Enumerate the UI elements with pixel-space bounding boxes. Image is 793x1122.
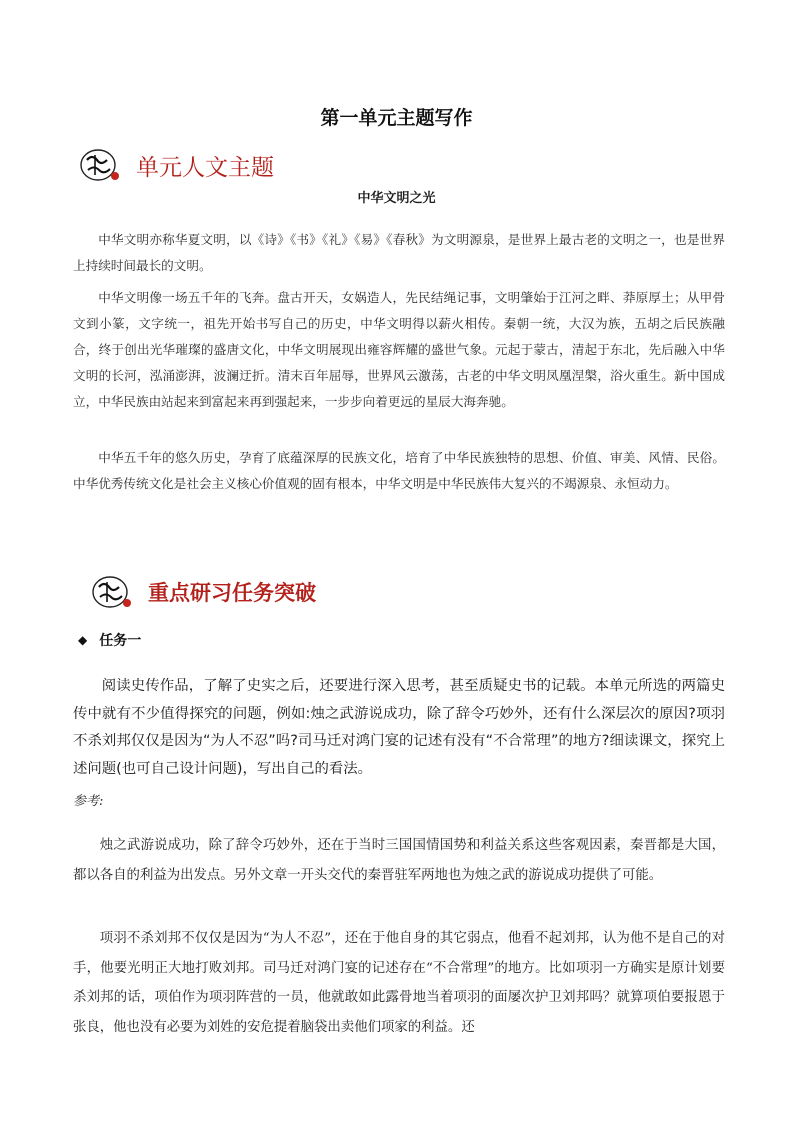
section-title: 单元人文主题 xyxy=(136,154,274,181)
body-paragraph: 中华文明像一场五千年的飞奔。盘古开天，女娲造人，先民结绳记事，文明肇始于江河之畔、莽原厚土；从甲骨文到小篆，文字统一，祖先开始书写自己的历史，中华文明得以薪火相传。秦朝一统，大汉为族，五胡之后民族融合，终于创出光华璀璨的盛唐文化，中华文明展现出雍容辉耀的盛世气象。元起于蒙古，清起于东北，先后融入中华文明的长河，泓涌澎湃，波澜迂折。清末百年屈辱，世界风云激荡，古老的中华文明凤凰涅槃，浴火重生。新中国成立，中华民族由站起来到富起来再到强起来，一步步向着更远的星辰大海奔驰。 xyxy=(73,289,725,409)
body-paragraph: 中华文明亦称华夏文明，以《诗》《书》《礼》《易》《春秋》为文明源泉，是世界上最古老的文明之一，也是世界上持续时间最长的文明。 xyxy=(73,231,725,273)
reference-paragraph: 项羽不杀刘邦不仅仅是因为“为人不忍”，还在于他自身的其它弱点，他看不起刘邦，认为他不是自己的对手，他要光明正大地打败刘邦。司马迁对鸿门宴的记述存在“不合常理”的地方。比如项羽一方确实是原计划要杀刘邦的话，项伯作为项羽阵营的一员，他就敢如此露骨地当着项羽的面屡次护卫刘邦吗？就算项伯要报恩于张良，他也没有必要为刘姓的安危提着脑袋出卖他们项家的利益。还 xyxy=(73,931,725,1035)
task-heading xyxy=(78,630,141,650)
article-subtitle: 中华文明之光 xyxy=(357,191,436,206)
task-label: 任务一 xyxy=(99,633,142,649)
task-paragraph: 阅读史传作品，了解了史实之后，还要进行深入思考，甚至质疑史书的记载。本单元所选的两篇史传中就有不少值得探究的问题，例如:烛之武游说成功，除了辞令巧妙外，还有什么深层次的原因?项羽不杀刘邦仅仅是因为“为人不忍”吗?司马迁对鸿门宴的记述有没有“不合常理”的地方?细读课文，探究上述问题(也可自己设计问题)，写出自己的看法。 xyxy=(73,678,725,777)
section-title: 重点研习任务突破 xyxy=(148,581,316,605)
diamond-bullet-icon: ◆ xyxy=(78,633,88,647)
chuancheng-seal-icon xyxy=(90,573,134,611)
page-title: 第一单元主题写作 xyxy=(320,107,473,129)
section-header-tasks xyxy=(90,573,316,611)
reference-label: 参考: xyxy=(73,794,104,809)
chuancheng-seal-icon xyxy=(78,146,122,184)
body-paragraph: 中华五千年的悠久历史，孕育了底蕴深厚的民族文化，培育了中华民族独特的思想、价值、审美、风情、民俗。中华优秀传统文化是社会主义核心价值观的固有根本，中华文明是中华民族伟大复兴的不竭源泉、永恒动力。 xyxy=(73,449,725,491)
section-header-humanities xyxy=(78,146,274,184)
reference-paragraph: 烛之武游说成功，除了辞令巧妙外，还在于当时三国国情国势和利益关系这些客观因素，秦晋都是大国，都以各自的利益为出发点。另外文章一开头交代的秦晋驻军两地也为烛之武的游说成功提供了可能。 xyxy=(73,838,725,883)
